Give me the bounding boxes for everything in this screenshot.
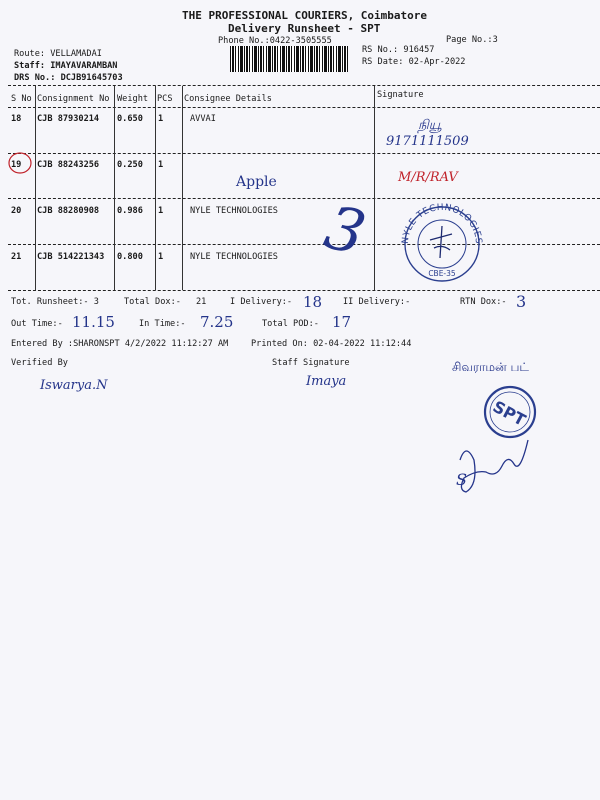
total-runsheet: Tot. Runsheet:- 3 bbox=[11, 297, 99, 307]
row-sno: 21 bbox=[11, 252, 22, 262]
printed-on: Printed On: 02-04-2022 11:12:44 bbox=[251, 339, 412, 349]
row-19-apple-note: Apple bbox=[236, 174, 277, 190]
ii-delivery-label: II Delivery:- bbox=[343, 297, 411, 307]
row-pcs: 1 bbox=[158, 114, 164, 124]
i-delivery-value: 18 bbox=[303, 293, 323, 311]
row-weight: 0.800 bbox=[117, 252, 143, 262]
nyle-company-stamp bbox=[394, 200, 490, 284]
rtn-dox-value: 3 bbox=[516, 292, 527, 311]
row-consignment: CJB 88280908 bbox=[37, 206, 100, 216]
staff: Staff: IMAYAVARAMBAN bbox=[14, 61, 118, 71]
staff-signature-label: Staff Signature bbox=[272, 358, 350, 368]
verified-by-label: Verified By bbox=[11, 358, 68, 368]
in-time-label: In Time:- bbox=[139, 319, 186, 329]
rtn-dox-label: RTN Dox:- bbox=[460, 297, 507, 307]
total-pod-value: 17 bbox=[332, 313, 352, 331]
phone-number: Phone No.:0422-3505555 bbox=[218, 36, 332, 46]
row-sno: 20 bbox=[11, 206, 22, 216]
row-20-handwritten-mark: 3 bbox=[318, 192, 373, 270]
drs-number: DRS No.: DCJB91645703 bbox=[14, 73, 123, 83]
tamil-signature: சிவராமன் பட் bbox=[452, 360, 529, 374]
row-rule bbox=[8, 198, 600, 199]
row-consignee: NYLE TECHNOLOGIES bbox=[190, 252, 278, 262]
col-header-weight: Weight bbox=[117, 94, 149, 104]
entered-by: Entered By :SHARONSPT 4/2/2022 11:12:27 AM bbox=[11, 339, 229, 349]
i-delivery-label: I Delivery:- bbox=[230, 297, 293, 307]
verified-by-signature: Iswarya.N bbox=[40, 378, 108, 393]
row-18-signature: நியூ bbox=[418, 118, 442, 133]
stamp-arc-text: NYLE TECHNOLOGIES bbox=[400, 202, 484, 245]
col-header-signature: Signature bbox=[377, 90, 424, 100]
header-rule bbox=[8, 107, 600, 108]
document-title: Delivery Runsheet - SPT bbox=[228, 22, 381, 35]
spt-signature-scribble bbox=[456, 430, 536, 500]
row-rule bbox=[8, 153, 600, 154]
row-consignee: NYLE TECHNOLOGIES bbox=[190, 206, 278, 216]
col-header-sno: S No bbox=[11, 94, 32, 104]
staff-signature: Imaya bbox=[306, 374, 347, 389]
row-19-signature: M/R/RAV bbox=[398, 170, 458, 185]
in-time-value: 7.25 bbox=[200, 313, 234, 331]
row-weight: 0.250 bbox=[117, 160, 143, 170]
route: Route: VELLAMADAI bbox=[14, 49, 102, 59]
col-header-pcs: PCS bbox=[157, 94, 173, 104]
row-sno: 18 bbox=[11, 114, 22, 124]
barcode bbox=[230, 46, 348, 72]
row-18-phone: 9171111509 bbox=[386, 134, 469, 149]
row-pcs: 1 bbox=[158, 252, 164, 262]
row-consignment: CJB 88243256 bbox=[37, 160, 100, 170]
rs-date: RS Date: 02-Apr-2022 bbox=[362, 57, 466, 67]
col-header-consignment: Consignment No bbox=[37, 94, 110, 104]
total-pod-label: Total POD:- bbox=[262, 319, 319, 329]
row-rule bbox=[8, 244, 600, 245]
row-consignment: CJB 87930214 bbox=[37, 114, 100, 124]
company-name: THE PROFESSIONAL COURIERS, Coimbatore bbox=[182, 9, 428, 22]
spt-signature-mark: S bbox=[456, 470, 467, 489]
column-divider bbox=[114, 86, 115, 290]
table-bottom-rule bbox=[8, 290, 600, 291]
table-top-rule bbox=[8, 85, 600, 86]
row-consignee: AVVAI bbox=[190, 114, 216, 124]
total-dox-label: Total Dox:- bbox=[124, 297, 181, 307]
page-number: Page No.:3 bbox=[446, 35, 498, 45]
col-header-consignee: Consignee Details bbox=[184, 94, 272, 104]
out-time-value: 11.15 bbox=[72, 313, 115, 331]
out-time-label: Out Time:- bbox=[11, 319, 63, 329]
spt-stamp-text: SPT bbox=[489, 396, 529, 430]
stamp-city-text: CBE-35 bbox=[428, 269, 456, 278]
column-divider bbox=[35, 86, 36, 290]
row-19-circle-mark bbox=[5, 150, 37, 176]
row-pcs: 1 bbox=[158, 160, 164, 170]
column-divider bbox=[182, 86, 183, 290]
row-weight: 0.650 bbox=[117, 114, 143, 124]
total-dox-value: 21 bbox=[196, 297, 207, 307]
rs-number: RS No.: 916457 bbox=[362, 45, 435, 55]
column-divider bbox=[155, 86, 156, 290]
row-consignment: CJB 514221343 bbox=[37, 252, 105, 262]
row-pcs: 1 bbox=[158, 206, 164, 216]
column-divider bbox=[374, 86, 375, 290]
row-weight: 0.986 bbox=[117, 206, 143, 216]
row-sno: 19 bbox=[11, 160, 22, 170]
svg-text:NYLE TECHNOLOGIES bbox=[401, 203, 483, 245]
